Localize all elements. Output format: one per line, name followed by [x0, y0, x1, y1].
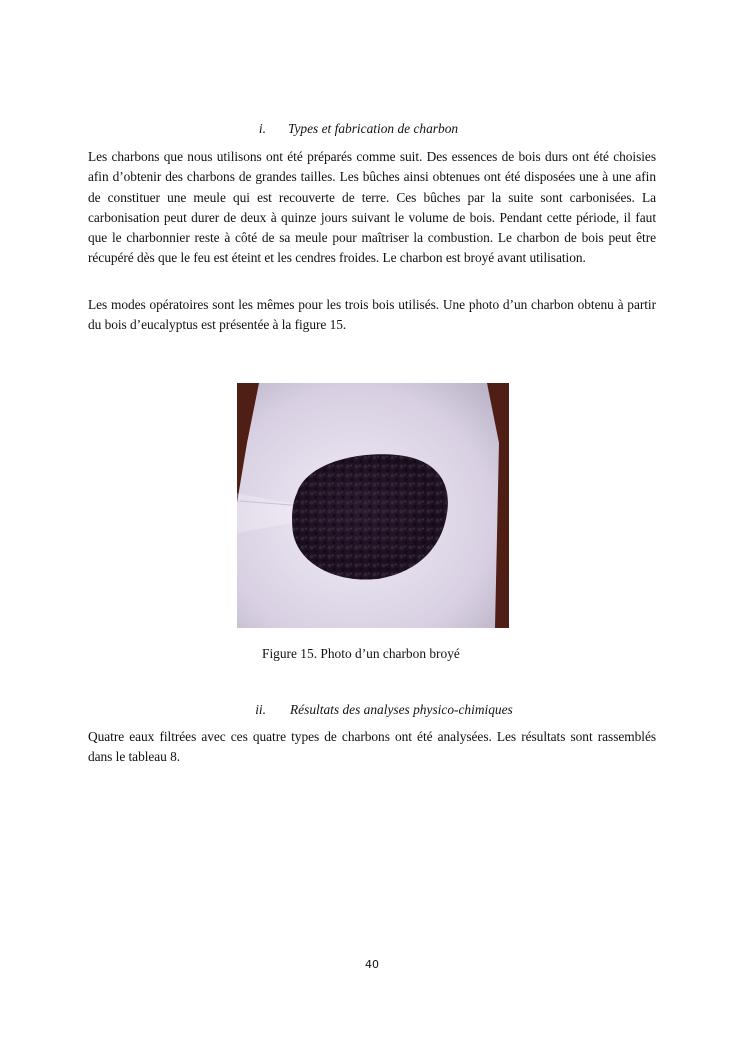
section-title: Résultats des analyses physico-chimiques: [290, 702, 513, 717]
page-number: 40: [365, 958, 379, 971]
paragraph-analysis-results: Quatre eaux filtrées avec ces quatre types de charbons ont été analysées. Les résultats sont rassemblés dans le tableau 8.: [88, 729, 656, 765]
paragraph-operating-modes: Les modes opératoires sont les mêmes pour les trois bois utilisés. Une photo d’un charbon obtenu à partir du bois d’eucalyptus est présentée à la figure 15.: [88, 297, 656, 333]
paragraph-charcoal-preparation: Les charbons que nous utilisons ont été préparés comme suit. Des essences de bois durs ont été choisies afin d’obtenir des charbons de grandes tailles. Les bûches ainsi obtenues ont été disposées une à une afin de constituer une meule qui est recouverte de terre. Ces bûches par la suite sont carbonisées. La carbonisation peut durer de deux à quinze jours suivant le volume de bois. Pendant cette période, il faut que le charbonnier reste à côté de sa meule pour maîtriser la combustion. Le charbon de bois peut être récupéré dès que le feu est éteint et les cendres froides. Le charbon est broyé avant utilisation.: [88, 149, 656, 266]
section-number: ii.: [255, 702, 266, 717]
section-number: i.: [258, 121, 266, 136]
section-title: Types et fabrication de charbon: [288, 121, 459, 136]
charcoal-photo: [237, 383, 509, 628]
